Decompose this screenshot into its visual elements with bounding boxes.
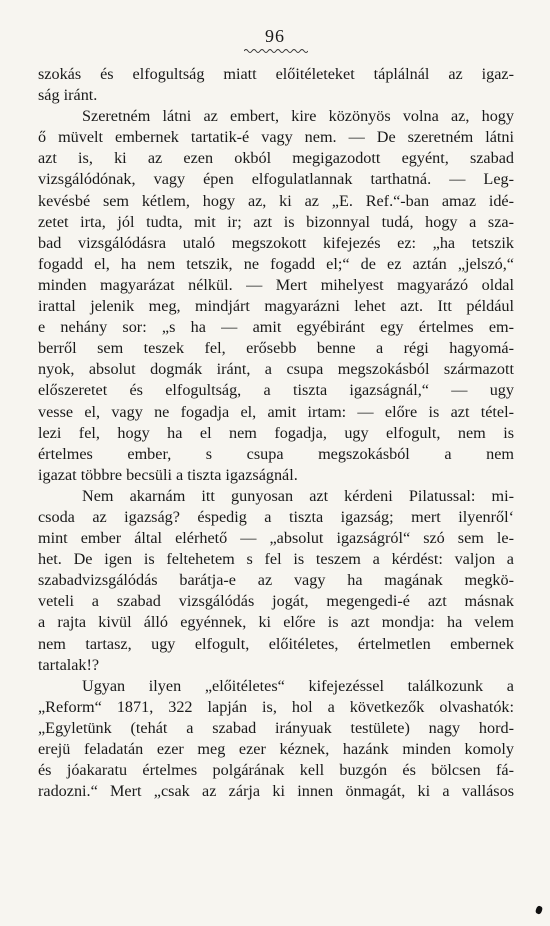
text-line: vesse el, vagy ne fogadja el, amit irtam: — előre is azt tétel- <box>38 402 514 421</box>
text-line: vizsgálódónak, vagy épen elfogulatlannak tarthatná. — Leg- <box>38 170 514 189</box>
text-line: „Reform“ 1871, 322 lapján is, hol a következők olvashatók: <box>38 697 514 716</box>
text-line: ő müvelt embernek tartatik-é vagy nem. — De szeretném látni <box>38 128 514 147</box>
page-number: 96 <box>265 26 285 46</box>
text-line: lezi fel, hogy ha el nem fogadja, ugy elfogult, nem is <box>38 423 514 442</box>
text-line: veteli a szabad vizsgálódás jogát, megengedi-é azt másnak <box>38 592 514 611</box>
text-line: e nehány sor: „s ha — amit egyébiránt egy értelmes em- <box>38 318 514 337</box>
ink-blot-mark <box>535 905 543 915</box>
text-line: nem tartasz, ugy elfogult, előitéletes, értelmetlen embernek <box>38 634 514 653</box>
text-line: mint ember által elérhető — „absolut igazságról“ szó sem le- <box>38 529 514 548</box>
text-line: erejü feladatán ezer meg ezer kéznek, hazánk minden komoly <box>38 740 514 758</box>
text-line: igazat többre becsüli a tiszta igazságnál. <box>38 465 298 484</box>
text-line: ság iránt. <box>38 86 98 105</box>
text-line: Ugyan ilyen „előitéletes“ kifejezéssel találkozunk a <box>82 676 514 695</box>
text-line: csoda az igazság? éspedig a tiszta igazság; mert ilyenről‘ <box>38 507 514 526</box>
text-line: het. De igen is feltehetem s fel is teszem a kérdést: valjon a <box>38 550 514 569</box>
text-line: berről sem teszek fel, erősebb benne a régi hagyomá- <box>38 339 514 358</box>
text-line: értelmes ember, s csupa megszokásból a nem <box>38 444 514 463</box>
text-line: szabadvizsgálódás barátja-e az vagy ha magának megkö- <box>38 571 514 590</box>
text-line: radozni.“ Mert „csak az zárja ki innen önmagát, ki a vallásos <box>38 782 514 801</box>
body-text <box>38 64 514 802</box>
text-line: kevésbé sem kétlem, hogy az, ki az „E. Ref.“-ban amaz idé- <box>38 191 514 210</box>
text-line: Nem akarnám itt gunyosan azt kérdeni Pilatussal: mi- <box>82 486 514 505</box>
text-line: irattal jelenik meg, mindjárt magyarázni lehet azt. Itt például <box>38 297 514 316</box>
text-line: szokás és elfogultság miatt előitéleteket táplálnál az igaz- <box>38 65 514 83</box>
wavy-rule-ornament <box>244 48 308 54</box>
text-line: nyok, absolut dogmák iránt, a csupa megszokásból származott <box>38 360 514 379</box>
text-line: bad vizsgálódásra utaló megszokott kifejezés ez: „ha tetszik <box>38 233 514 252</box>
text-line: tartalak!? <box>38 655 100 674</box>
text-line: és jóakaratu értelmes polgárának kell buzgón és bölcsen fá- <box>38 761 514 780</box>
text-line: zetet irta, jól tudta, mit ir; azt is bizonnyal tudá, hogy a sza- <box>38 212 514 231</box>
text-line: fogadd el, ha nem tetszik, ne fogadd el;“ de ez aztán „jelszó,“ <box>38 254 514 273</box>
text-line: azt is, ki az ezen okból megigazodott egyént, szabad <box>38 149 514 168</box>
text-line: előszeretet és elfogultság, a tiszta igazságnál,“ — ugy <box>38 381 514 400</box>
text-line: minden magyarázat nélkül. — Mert mihelyest magyarázó oldal <box>38 275 514 294</box>
text-line: „Egyletünk (tehát a szabad irányuak testülete) nagy hord- <box>38 718 514 737</box>
text-line: Szeretném látni az embert, kire közönyös volna az, hogy <box>82 107 514 126</box>
text-line: a rajta kivül álló egyénnek, ki előre is azt mondja: ha velem <box>38 613 514 632</box>
